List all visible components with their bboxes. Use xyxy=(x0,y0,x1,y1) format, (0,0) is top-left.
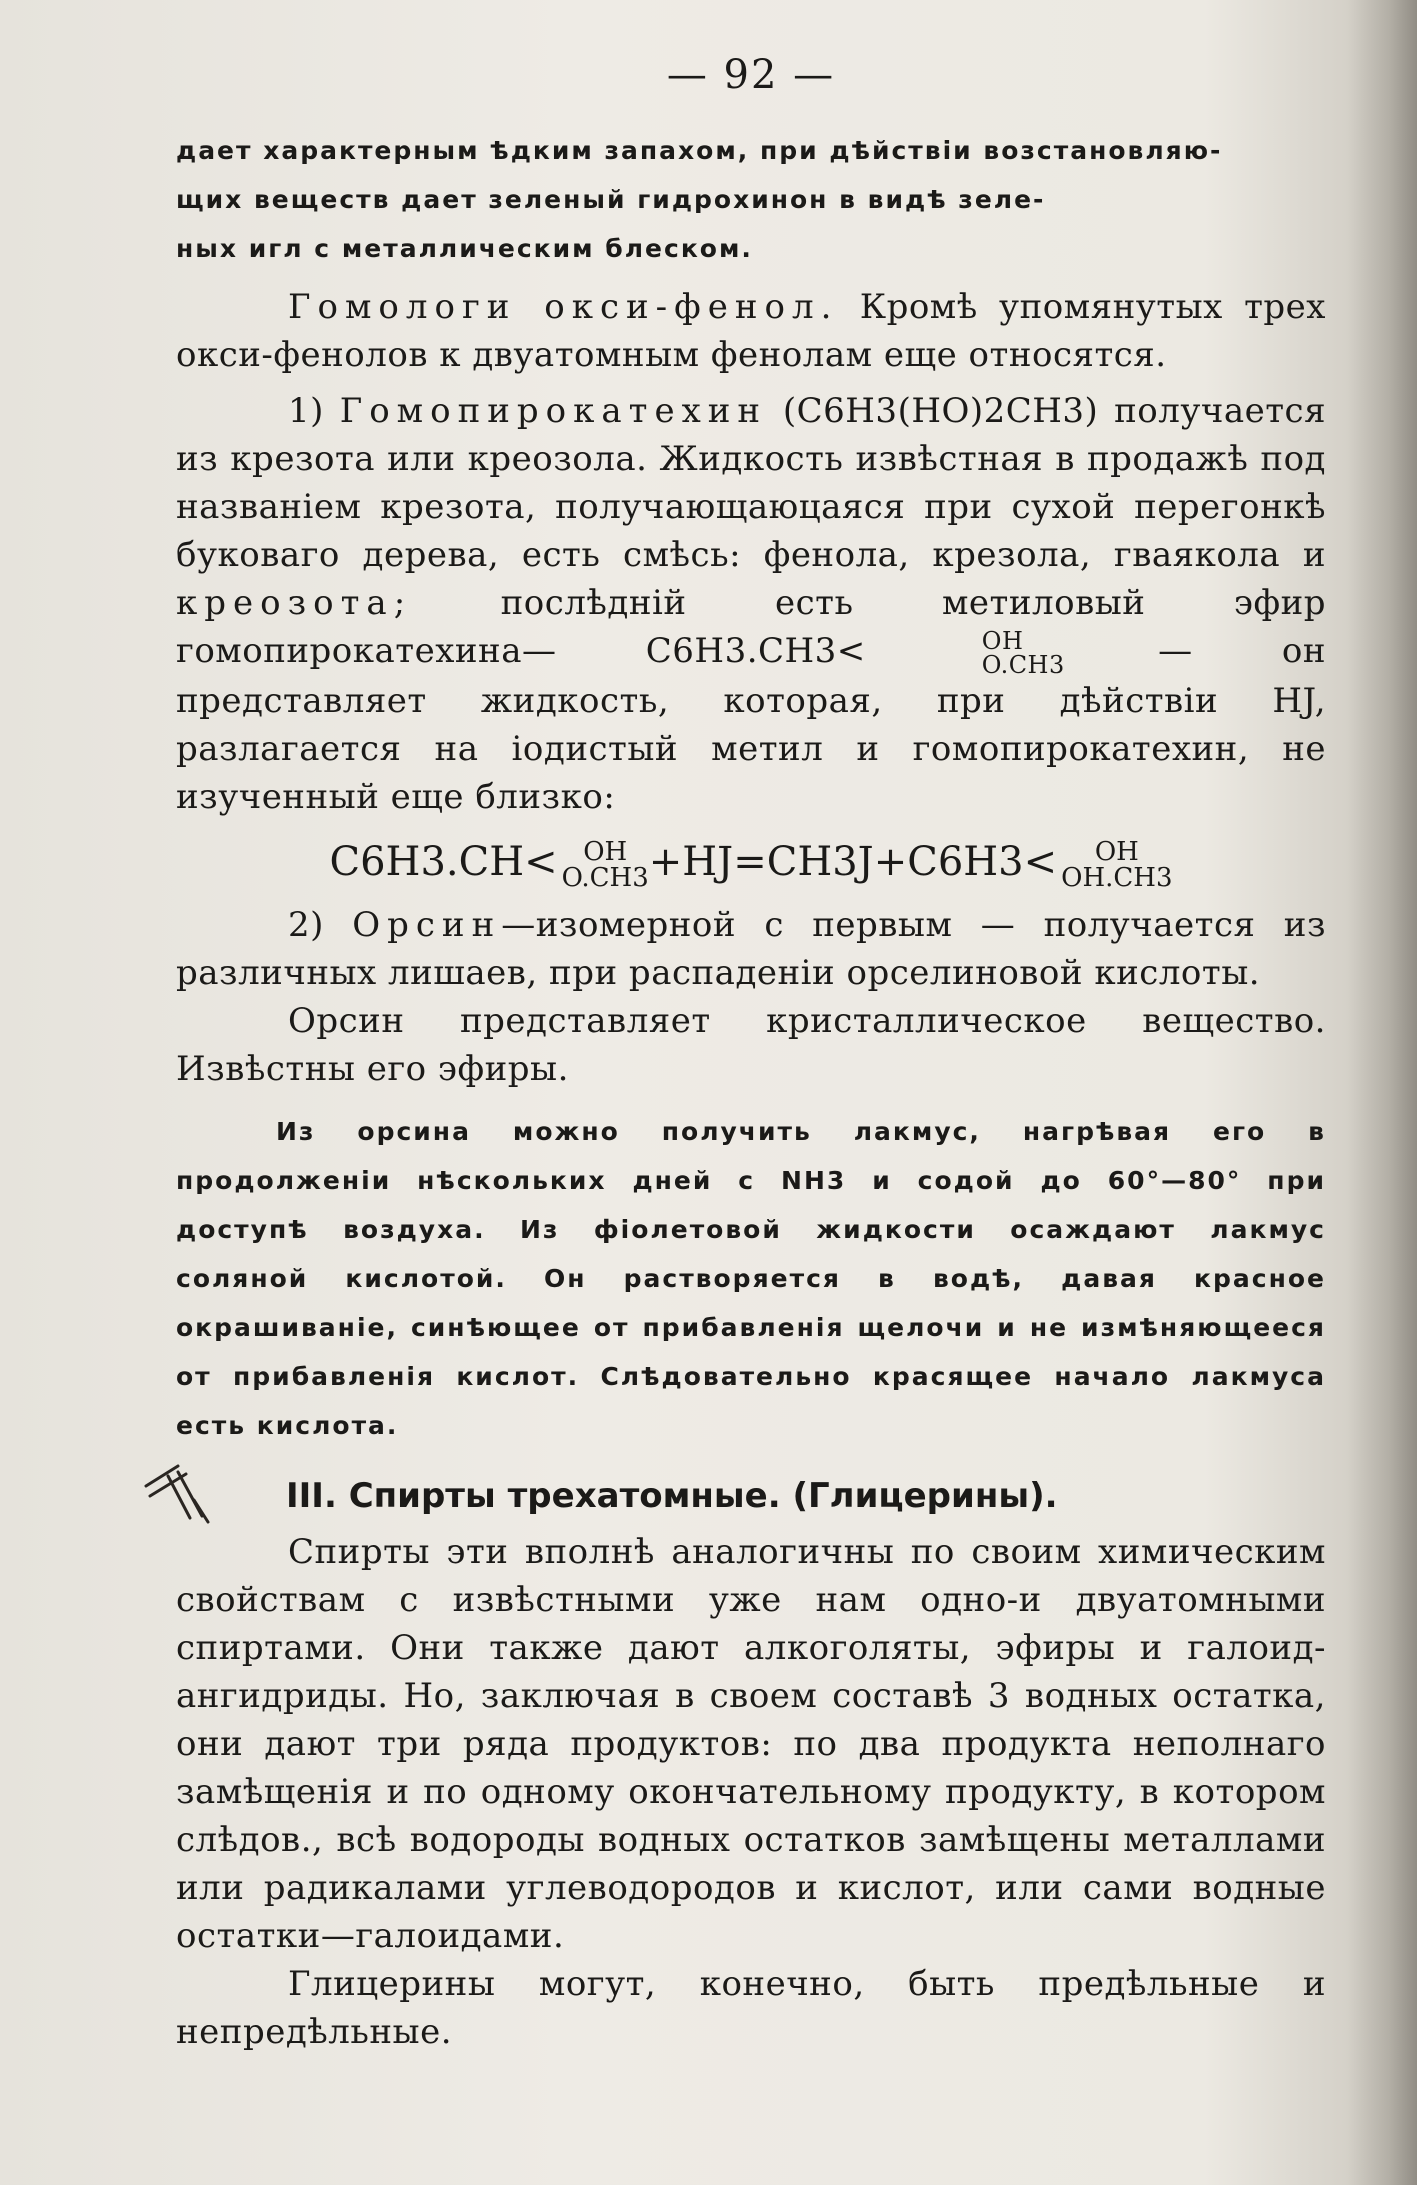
equation-right-fraction xyxy=(1061,839,1172,891)
intro-line: щих веществ дает зеленый гидрохинон в видѣ зеле- xyxy=(176,185,1046,214)
section-paragraph-2: Глицерины могут, конечно, быть предѣльные и непредѣльные. xyxy=(176,1964,1326,2052)
intro-line: ных игл с металлическим блеском. xyxy=(176,234,753,263)
item1-text-end: — он представляет жидкость, которая, при дѣйствіи HJ, разлагается на іодистый метил и гомопирокатехин, не изученный еще близко: xyxy=(176,631,1326,817)
item1-formula: (C6H3(HO)2CH3) xyxy=(782,391,1099,431)
fraction-top: OH xyxy=(1094,837,1139,867)
fraction-bottom: O.CH3 xyxy=(981,651,1065,679)
fraction-bottom: OH.CH3 xyxy=(1061,863,1173,893)
fraction-bottom: O.CH3 xyxy=(561,863,649,893)
section-heading: III. Спирты трехатомные. (Глицерины). xyxy=(286,1476,1058,1516)
page-content xyxy=(176,52,1326,2056)
small-note-text: Из орсина можно получить лакмус, нагрѣвая его в продолженіи нѣскольких дней с NH3 и содой до 60°—80° при доступѣ воздуха. Из фіолетовой жидкости осаждают лакмус соляной кислотой. Он растворяется в водѣ, давая красное окрашиваніе, синѣющее от прибавленія щелочи и не измѣняющееся от прибавленія кислот. Слѣдовательно красящее начало лакмуса есть кислота. xyxy=(176,1117,1326,1440)
item1-paragraph xyxy=(176,387,1326,821)
pencil-margin-mark xyxy=(138,1456,238,1526)
homologues-text: Кромѣ упомянутых трех окси-фенолов к двуатомным фенолам еще относятся. xyxy=(176,287,1326,375)
homologues-paragraph xyxy=(176,283,1326,379)
small-print-note xyxy=(176,1107,1326,1450)
equation-left: C6H3.CH< xyxy=(329,839,558,885)
item1-number: 1) xyxy=(288,391,324,431)
section-paragraph-1: Спирты эти вполнѣ аналогичны по своим химическим свойствам с извѣстными уже нам одно-и двуатомными спиртами. Они также дают алкоголяты, эфиры и галоид-ангидриды. Но, заключая в своем составѣ 3 водных остатка, они дают три ряда продуктов: по два продукта неполнаго замѣщенія и по одному окончательному продукту, в котором слѣдов., всѣ водороды водных остатков замѣщены металлами или радикалами углеводородов и кислот, или сами водные остатки—галоидами. xyxy=(176,1532,1326,1956)
item1-fraction xyxy=(870,629,1065,677)
homologues-term: Гомологи окси-фенол. xyxy=(288,287,839,327)
book-spine-shadow xyxy=(1347,0,1417,2185)
item1-spaced-word: креозота; xyxy=(176,583,413,623)
chemical-equation xyxy=(176,827,1326,897)
item2-name: Орсин xyxy=(352,905,502,945)
intro-paragraph xyxy=(176,126,1326,273)
item2-number: 2) xyxy=(288,905,324,945)
item2-text: —изомерной с первым — получается из различных лишаев, при распаденіи орселиновой кислоты. xyxy=(176,905,1326,993)
item1-text-before: получается из крезота или креозола. Жидкость извѣстная в продажѣ под названіем крезота, получающаюцаяся при сухой перегонкѣ буковаго дерева, есть смѣсь: фенола, крезола, гваякола и xyxy=(176,391,1327,575)
item2-paragraph xyxy=(176,901,1326,997)
item1-text-after: послѣдній есть метиловый эфир гомопирокатехина— C6H3.CH3< xyxy=(176,583,1326,671)
intro-line: дает характерным ѣдким запахом, при дѣйствіи возстановляю- xyxy=(176,136,1223,165)
equation-middle: +HJ=CH3J+C6H3< xyxy=(648,839,1058,885)
item1-name: Гомопирокатехин xyxy=(339,391,768,431)
orcin-paragraph: Орсин представляет кристаллическое вещество. Извѣстны его эфиры. xyxy=(176,1001,1326,1089)
equation-left-fraction xyxy=(562,839,649,891)
section-heading-row xyxy=(176,1470,1326,1522)
fraction-top: OH xyxy=(981,627,1024,655)
fraction-top: OH xyxy=(583,837,628,867)
page-number: — 92 — xyxy=(666,52,836,98)
